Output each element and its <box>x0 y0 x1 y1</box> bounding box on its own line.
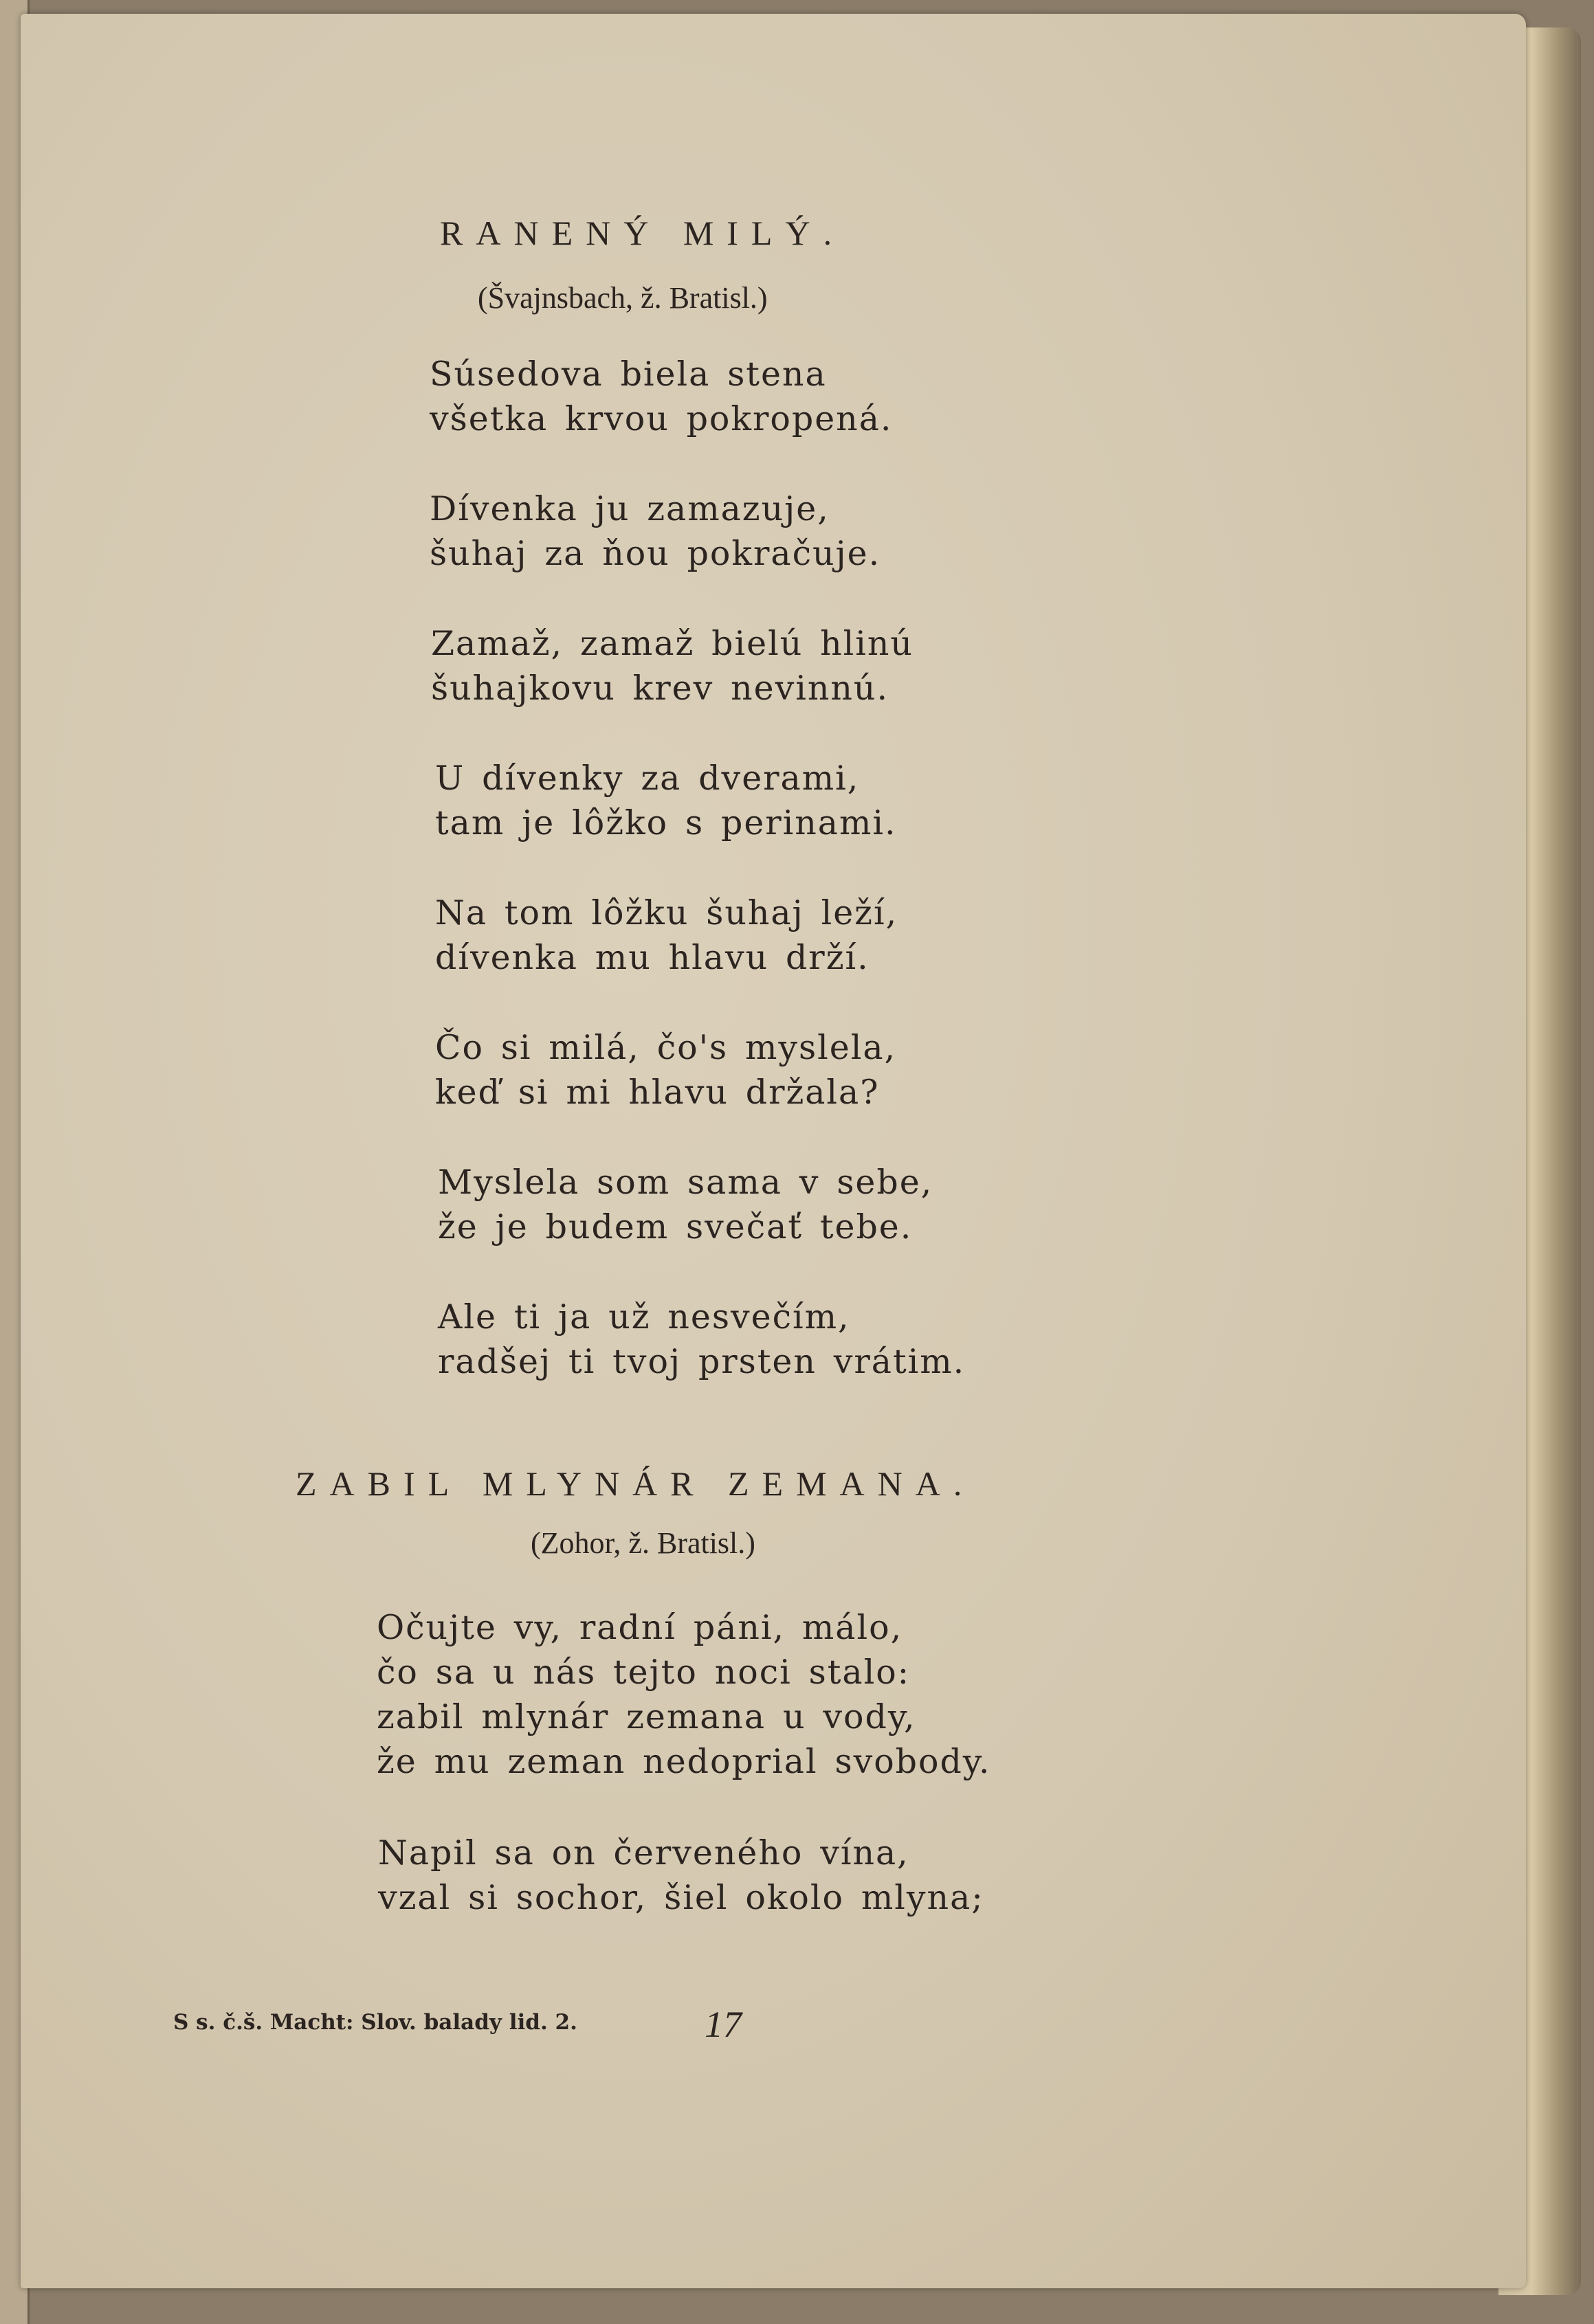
verse-line: U dívenky za dverami, <box>435 759 860 798</box>
verse-line: tam je lôžko s perinami. <box>435 803 897 842</box>
verse-line: Ale ti ja už nesvečím, <box>438 1297 850 1337</box>
verse-line: šuhaj za ňou pokračuje. <box>430 534 881 573</box>
poem-origin: (Švajnsbach, ž. Bratisl.) <box>478 281 768 315</box>
verse-line: keď si mi hlavu držala? <box>435 1073 880 1112</box>
verse-line: Myslela som sama v sebe, <box>438 1163 933 1202</box>
signature-mark: S s. č.š. Macht: Slov. balady lid. 2. <box>173 2010 577 2035</box>
verse-line: vzal si sochor, šiel okolo mlyna; <box>378 1878 984 1917</box>
stanza <box>378 1831 984 1920</box>
stanza <box>430 487 881 576</box>
verse-line: Zamaž, zamaž bielú hlinú <box>431 624 914 663</box>
stanza <box>435 1025 896 1115</box>
verse-line: Očujte vy, radní páni, málo, <box>377 1608 903 1647</box>
stanza <box>377 1605 990 1784</box>
verse-line: že je budem svečať tebe. <box>438 1207 913 1247</box>
book-page <box>21 14 1526 2288</box>
stanza <box>430 352 892 441</box>
poem-title: RANENÝ MILÝ. <box>440 214 845 252</box>
poem-origin: (Zohor, ž. Bratisl.) <box>531 1526 755 1560</box>
verse-line: Čo si milá, čo's myslela, <box>435 1028 897 1067</box>
poem-title: ZABIL MLYNÁR ZEMANA. <box>296 1464 975 1503</box>
stanza <box>438 1295 965 1384</box>
verse-line: Súsedova biela stena <box>430 355 827 394</box>
verse-line: Dívenka ju zamazuje, <box>430 489 830 528</box>
stanza <box>435 891 898 980</box>
verse-line: radšej ti tvoj prsten vrátim. <box>438 1342 966 1381</box>
stanza <box>438 1160 933 1249</box>
verse-line: dívenka mu hlavu drží. <box>435 938 870 977</box>
verse-line: Na tom lôžku šuhaj leží, <box>435 893 898 932</box>
stanza <box>431 621 914 711</box>
verse-line: že mu zeman nedoprial svobody. <box>377 1742 991 1781</box>
verse-line: zabil mlynár zemana u vody, <box>377 1697 916 1736</box>
verse-line: šuhajkovu krev nevinnú. <box>431 669 889 708</box>
verse-line: Napil sa on červeného vína, <box>378 1833 909 1873</box>
stanza <box>435 756 897 845</box>
page-number: 17 <box>705 2004 742 2045</box>
verse-line: všetka krvou pokropená. <box>430 399 893 438</box>
verse-line: čo sa u nás tejto noci stalo: <box>377 1653 911 1692</box>
